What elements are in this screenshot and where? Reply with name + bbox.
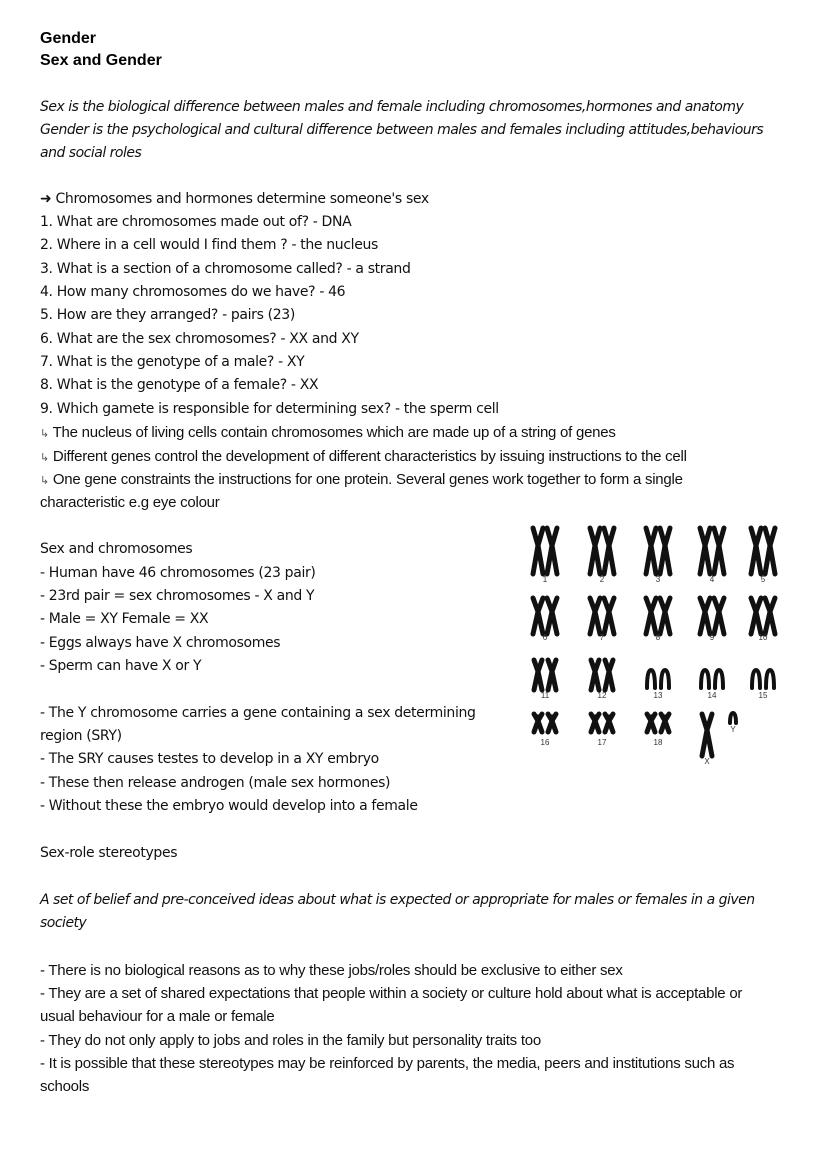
chromosome-17: [591, 714, 613, 747]
return-arrow-icon: ↳: [40, 452, 49, 464]
chromosome-label: 16: [540, 738, 550, 747]
stereotype-item: usual behaviour for a male or female: [40, 1008, 275, 1025]
chromosome-7: [590, 598, 614, 642]
return-arrow-icon: ↳: [40, 475, 49, 487]
sry-item: - Without these the embryo would develop into a female: [40, 798, 418, 814]
gene-note: ↳ One gene constraints the instructions for one protein. Several genes work together to form a single: [40, 471, 683, 488]
stereotypes-definition: A set of belief and pre-conceived ideas about what is expected or appropriate for males or females in a given: [40, 892, 755, 908]
question-item: 5. How are they arranged? - pairs (23): [40, 307, 295, 323]
chromosome-10: [751, 598, 775, 642]
gender-definition-cont: and social roles: [40, 145, 142, 161]
sex-chromosomes-item: - Eggs always have X chromosomes: [40, 635, 281, 651]
chromosome-label: 18: [653, 738, 663, 747]
question-item: 7. What is the genotype of a male? - XY: [40, 354, 305, 370]
chromosome-y: [730, 713, 736, 734]
chromosome-9: [700, 598, 724, 642]
sex-chromosomes-item: - Male = XY Female = XX: [40, 611, 209, 627]
sex-chromosomes-item: - 23rd pair = sex chromosomes - X and Y: [40, 588, 315, 604]
stereotype-item: - It is possible that these stereotypes may be reinforced by parents, the media, peers and institutions such as: [40, 1055, 735, 1072]
stereotype-item: - There is no biological reasons as to why these jobs/roles should be exclusive to either sex: [40, 962, 623, 979]
chromosome-label: 10: [758, 633, 768, 642]
arrow-right-icon: ➜: [40, 191, 52, 207]
sry-item: - The SRY causes testes to develop in a XY embryo: [40, 751, 379, 767]
question-item: 6. What are the sex chromosomes? - XX and XY: [40, 331, 359, 347]
chromosome-label: 3: [655, 575, 661, 584]
chromosome-label: 2: [599, 575, 605, 584]
chromosomes-heading: [40, 188, 429, 211]
stereotype-item: schools: [40, 1078, 90, 1095]
sex-chromosomes-item: - Sperm can have X or Y: [40, 658, 202, 674]
stereotype-item: - They are a set of shared expectations that people within a society or culture hold about what is acceptable or: [40, 985, 743, 1002]
question-item: 2. Where in a cell would I find them ? - the nucleus: [40, 237, 378, 253]
stereotypes-heading: Sex-role stereotypes: [40, 845, 178, 861]
chromosome-16: [534, 714, 556, 747]
sry-item: - These then release androgen (male sex hormones): [40, 775, 391, 791]
chromosome-6: [533, 598, 557, 642]
chromosome-15: [752, 670, 774, 700]
question-item: 4. How many chromosomes do we have? - 46: [40, 284, 346, 300]
gender-definition: Gender is the psychological and cultural difference between males and females including attitudes,behaviours: [40, 122, 764, 138]
chromosome-label: 14: [707, 691, 717, 700]
gene-note: ↳ The nucleus of living cells contain chromosomes which are made up of a string of genes: [40, 424, 616, 441]
chromosome-label: 17: [597, 738, 607, 747]
chromosome-label: 5: [760, 575, 766, 584]
chromosome-13: [647, 670, 669, 700]
chromosome-14: [701, 670, 723, 700]
stereotype-item: - They do not only apply to jobs and roles in the family but personality traits too: [40, 1032, 541, 1049]
chromosome-8: [646, 598, 670, 642]
chromosome-label: 12: [597, 691, 607, 700]
chromosomes-heading-text: Chromosomes and hormones determine someone's sex: [55, 191, 429, 207]
chromosome-label: 11: [540, 691, 550, 700]
chromosome-x: [702, 714, 712, 766]
chromosome-label: X: [704, 757, 710, 766]
sry-item: - The Y chromosome carries a gene containing a sex determining: [40, 705, 476, 721]
sex-definition: Sex is the biological difference between males and female including chromosomes,hormones and anatomy: [40, 99, 744, 115]
chromosome-label: 15: [758, 691, 768, 700]
gene-note-cont: characteristic e.g eye colour: [40, 494, 220, 511]
return-arrow-icon: ↳: [40, 428, 49, 440]
chromosome-4: [700, 528, 724, 584]
question-item: 9. Which gamete is responsible for determining sex? - the sperm cell: [40, 401, 499, 417]
chromosome-label: 6: [542, 633, 548, 642]
sex-chromosomes-item: - Human have 46 chromosomes (23 pair): [40, 565, 316, 581]
stereotypes-definition-cont: society: [40, 915, 87, 931]
chromosome-label: 9: [709, 633, 715, 642]
question-item: 3. What is a section of a chromosome called? - a strand: [40, 261, 411, 277]
page-title: Gender: [40, 30, 97, 47]
chromosome-label: 8: [655, 633, 661, 642]
sry-item: region (SRY): [40, 728, 122, 744]
chromosome-label: 1: [542, 575, 548, 584]
chromosome-1: [533, 528, 557, 584]
chromosome-3: [646, 528, 670, 584]
question-item: 8. What is the genotype of a female? - XX: [40, 377, 319, 393]
chromosome-label: 13: [653, 691, 663, 700]
chromosome-18: [647, 714, 669, 747]
chromosome-12: [591, 660, 613, 700]
question-item: 1. What are chromosomes made out of? - DNA: [40, 214, 352, 230]
chromosome-label: 7: [599, 633, 605, 642]
chromosome-label: Y: [730, 725, 736, 734]
karyotype-image: [525, 520, 795, 770]
chromosome-label: 4: [709, 575, 715, 584]
chromosome-2: [590, 528, 614, 584]
chromosome-11: [534, 660, 556, 700]
gene-note: ↳ Different genes control the development of different characteristics by issuing instructions to the cell: [40, 448, 687, 465]
chromosome-5: [751, 528, 775, 584]
page-subtitle: Sex and Gender: [40, 52, 162, 69]
sex-chromosomes-heading: Sex and chromosomes: [40, 541, 193, 557]
